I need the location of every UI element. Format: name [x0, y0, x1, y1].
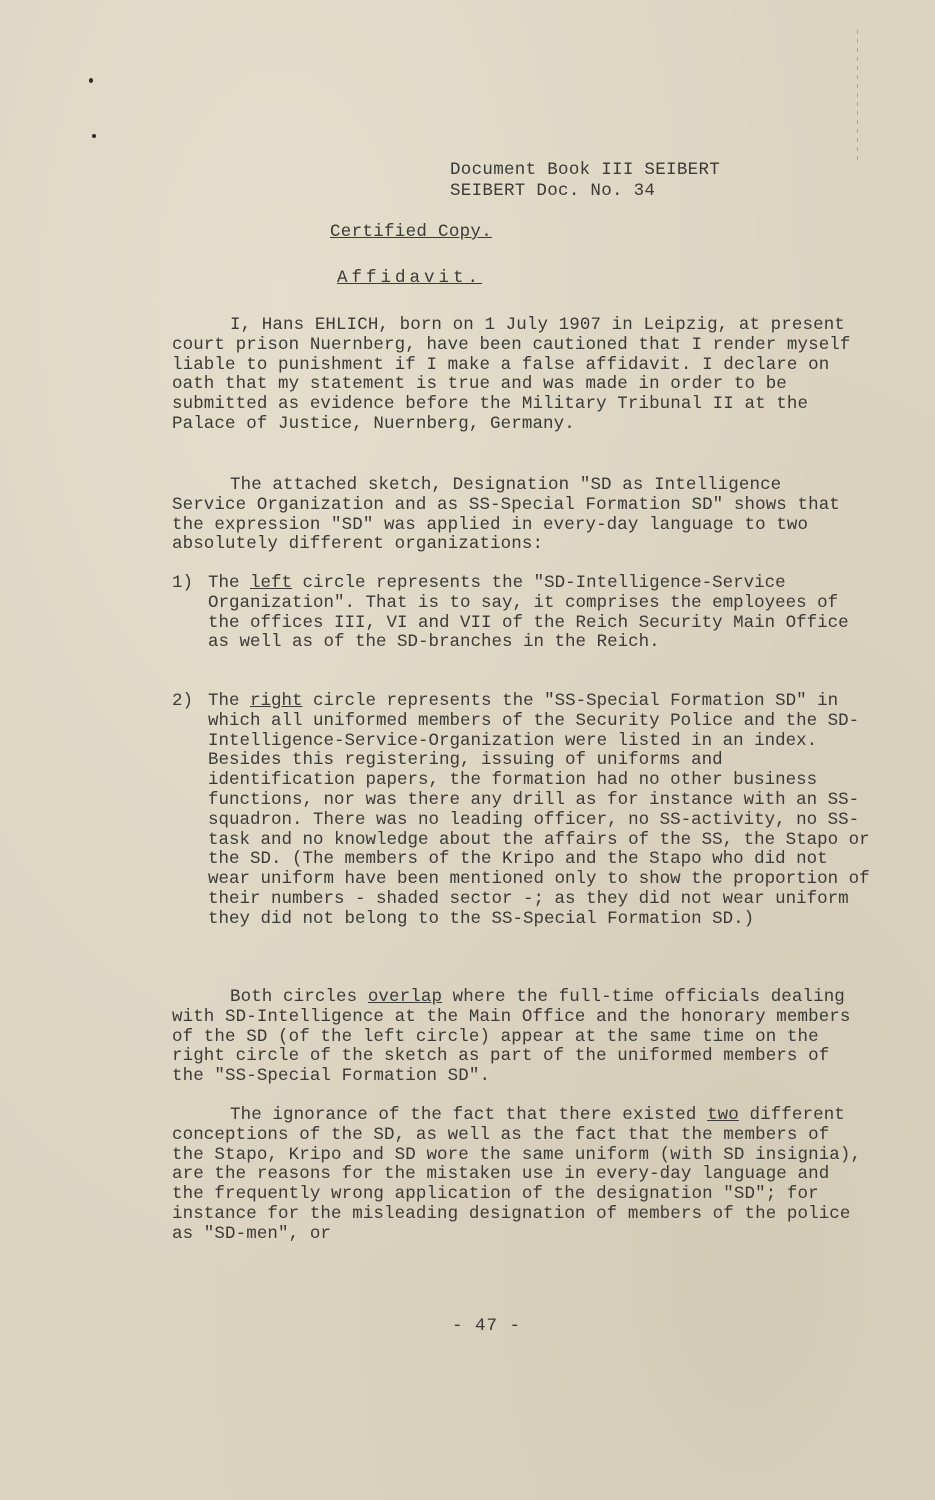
- text-run: different conceptions of the SD, as well as the fact that the members of the Stapo, Kripo and SD wore the same uniform (with SD insignia), are the reasons for the mistaken use in every-day language and the frequently wrong application of the designation "SD"; for instance for the misleading designation of members of the police as "SD-men", or: [172, 1105, 862, 1244]
- paragraph-text: [172, 1106, 862, 1245]
- ink-speck: [92, 134, 96, 138]
- paragraph-sketch-intro: [172, 476, 862, 555]
- list-item-left-circle: [172, 574, 872, 653]
- header-doc-number: SEIBERT Doc. No. 34: [450, 181, 656, 201]
- text-run: where the full-time officials dealing with SD-Intelligence at the Main Office and the honorary members of the SD (of the left circle) appear at the same time on the right circle of the sketch as part of the uniformed members of the "SS-Special Formation SD".: [172, 987, 851, 1087]
- text-run: Both circles: [230, 987, 368, 1007]
- text-run: The ignorance of the fact that there existed: [230, 1105, 708, 1125]
- list-item-right-circle: [172, 692, 872, 930]
- paragraph-text: I, Hans EHLICH, born on 1 July 1907 in Leipzig, at present court prison Nuernberg, have been cautioned that I render myself liable to punishment if I make a false affidavit. I declare on oath that my statement is true and was made in order to be submitted as evidence before the Military Tribunal II at the Palace of Justice, Nuernberg, Germany.: [172, 315, 851, 434]
- certified-copy-heading: Certified Copy.: [330, 222, 493, 242]
- text-run: circle represents the "SD-Intelligence-Service Organization". That is to say, it comprises the employees of the offices III, VI and VII of the Reich Security Main Office as well as of the SD-branches in the Reich.: [208, 573, 849, 653]
- underlined-word: overlap: [367, 987, 443, 1007]
- ink-speck: [89, 78, 93, 83]
- paragraph-text: [172, 988, 862, 1087]
- paragraph-text: The attached sketch, Designation "SD as Intelligence Service Organization and as SS-Special Formation SD" shows that the expression "SD" was applied in every-day language to two absolutely different organizations:: [172, 475, 840, 555]
- affidavit-title: Affidavit.: [337, 268, 483, 288]
- page-edge-mark: [857, 30, 858, 160]
- paragraph-ignorance: [172, 1106, 862, 1245]
- list-number: 2): [172, 691, 194, 711]
- underlined-word: two: [707, 1105, 739, 1125]
- document-header: [450, 160, 720, 202]
- page-number: - 47 -: [452, 1316, 522, 1336]
- paragraph-overlap: [172, 988, 862, 1087]
- list-item-text: [208, 692, 872, 930]
- header-book-line: Document Book III SEIBERT: [450, 160, 721, 180]
- paragraph-declaration: [172, 316, 862, 435]
- list-item-text: [208, 574, 872, 653]
- text-run: circle represents the "SS-Special Formation SD" in which all uniformed members of the Security Police and the SD-Intelligence-Service-Organization were listed in an index. Besides this registering, issuing of uniforms and identification papers, the formation had no other business functions, nor was there any drill as for instance with an SS-squadron. There was no leading officer, no SS-activity, no SS-task and no knowledge about the affairs of the SS, the Stapo or the SD. (The members of the Kripo and the Stapo who did not wear uniform have been mentioned only to show the proportion of their numbers - shaded sector -; as they did not wear uniform they did not belong to the SS-Special Formation SD.): [208, 691, 870, 929]
- list-number: 1): [172, 573, 194, 593]
- text-run: The: [208, 573, 251, 593]
- underlined-word: left: [250, 573, 293, 593]
- text-run: The: [208, 691, 251, 711]
- underlined-word: right: [250, 691, 303, 711]
